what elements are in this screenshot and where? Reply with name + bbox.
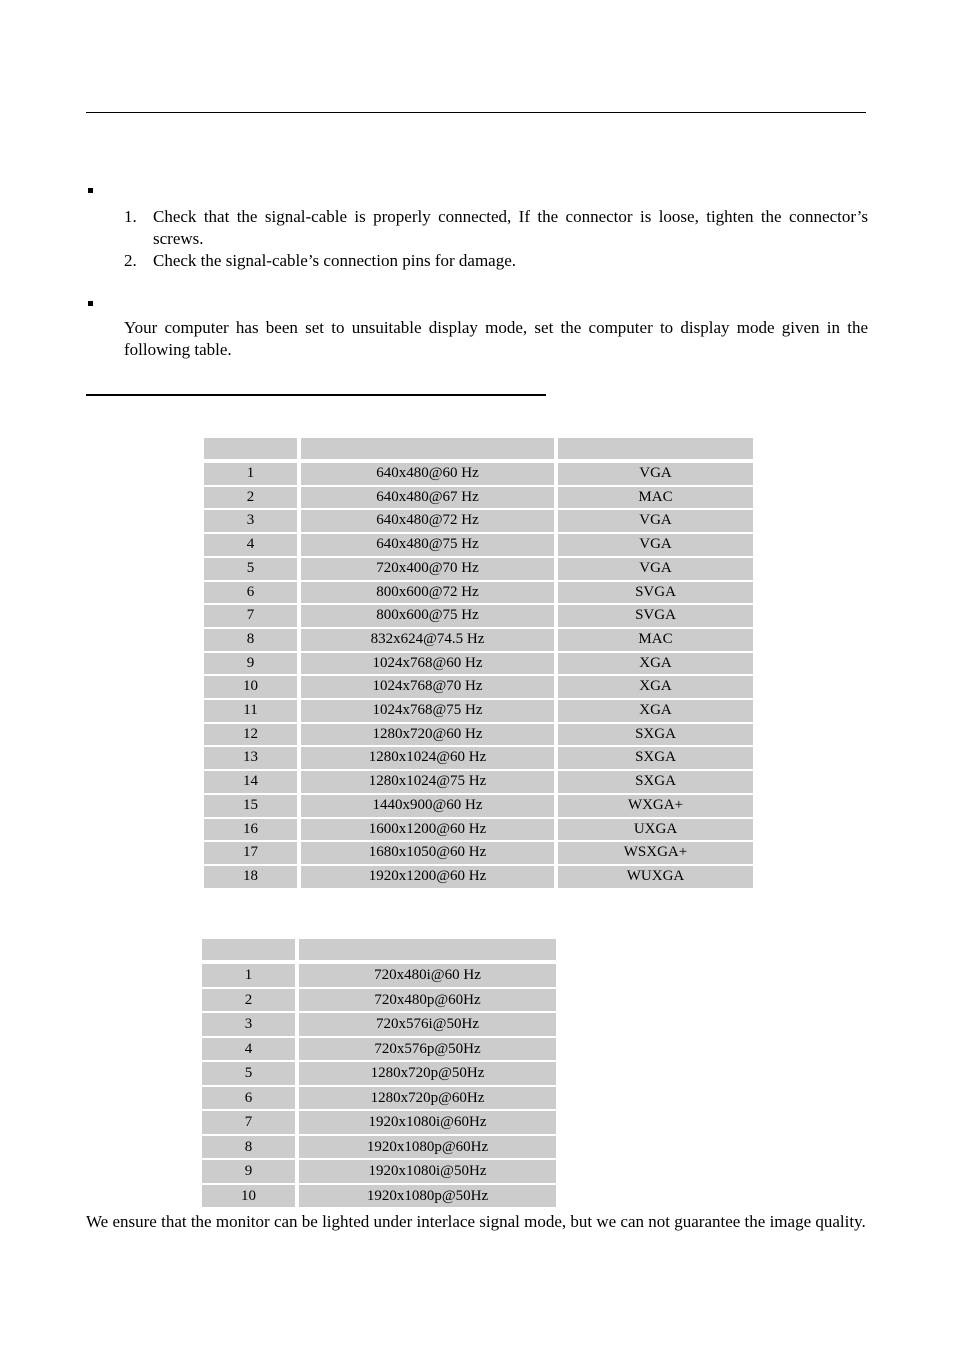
header-rule — [86, 112, 866, 113]
table-cell: WUXGA — [558, 866, 753, 888]
table-row — [202, 1160, 556, 1183]
table-cell: 720x480i@60 Hz — [299, 964, 556, 987]
table-cell: WXGA+ — [558, 795, 753, 817]
table-cell: 3 — [202, 1013, 295, 1036]
table-row — [204, 534, 753, 556]
table-cell: 17 — [204, 842, 297, 864]
table-cell: 10 — [202, 1185, 295, 1208]
table-header-row — [202, 939, 556, 960]
preset-modes-table — [200, 436, 757, 890]
table-cell: 11 — [204, 700, 297, 722]
table-cell: SXGA — [558, 747, 753, 769]
table-row — [204, 582, 753, 604]
table-cell: 16 — [204, 819, 297, 841]
table-row — [204, 676, 753, 698]
table-row — [204, 842, 753, 864]
list-item-number: 1. — [124, 207, 137, 226]
table-cell: 1920x1080i@50Hz — [299, 1160, 556, 1183]
table-cell: 640x480@75 Hz — [301, 534, 554, 556]
table-cell: 1024x768@60 Hz — [301, 653, 554, 675]
table-cell: 15 — [204, 795, 297, 817]
table-cell: 18 — [204, 866, 297, 888]
table-cell: 9 — [202, 1160, 295, 1183]
table-cell: 1280x720@60 Hz — [301, 724, 554, 746]
table-cell: SVGA — [558, 605, 753, 627]
table-row — [202, 1062, 556, 1085]
table-cell: VGA — [558, 463, 753, 485]
table-cell: 640x480@60 Hz — [301, 463, 554, 485]
table-row — [202, 989, 556, 1012]
list-item-text: Check the signal-cable’s connection pins for damage. — [153, 251, 517, 270]
table-cell: 1600x1200@60 Hz — [301, 819, 554, 841]
table-cell: 6 — [202, 1087, 295, 1110]
table-cell: 8 — [202, 1136, 295, 1159]
table-row — [204, 747, 753, 769]
table-cell: 1920x1080p@50Hz — [299, 1185, 556, 1208]
table-cell: 6 — [204, 582, 297, 604]
table-cell: 640x480@72 Hz — [301, 510, 554, 532]
table-header-cell — [299, 939, 556, 960]
table-cell: 9 — [204, 653, 297, 675]
table-cell: 720x400@70 Hz — [301, 558, 554, 580]
table-cell: 1280x720p@60Hz — [299, 1087, 556, 1110]
table-cell: 3 — [204, 510, 297, 532]
table-cell: VGA — [558, 510, 753, 532]
table-cell: 720x480p@60Hz — [299, 989, 556, 1012]
table-cell: 8 — [204, 629, 297, 651]
list-item-number: 2. — [124, 251, 137, 270]
table-cell: SVGA — [558, 582, 753, 604]
table-cell: 7 — [202, 1111, 295, 1134]
table-row — [204, 463, 753, 485]
table-header-cell — [202, 939, 295, 960]
table-cell: 1680x1050@60 Hz — [301, 842, 554, 864]
table-cell: 1920x1080i@60Hz — [299, 1111, 556, 1134]
table-cell: MAC — [558, 487, 753, 509]
table-cell: 14 — [204, 771, 297, 793]
table-row — [202, 1038, 556, 1061]
table-row — [202, 1087, 556, 1110]
table-cell: 5 — [202, 1062, 295, 1085]
table-row — [204, 866, 753, 888]
table-header-cell — [558, 438, 753, 459]
table-cell: 1280x720p@50Hz — [299, 1062, 556, 1085]
list-item-text: Check that the signal-cable is properly connected, If the connector is loose, tighten the connector’s screws. — [153, 207, 868, 248]
list-item — [124, 250, 868, 272]
table-cell: SXGA — [558, 771, 753, 793]
table-row — [204, 487, 753, 509]
table-row — [202, 1136, 556, 1159]
table-cell: 832x624@74.5 Hz — [301, 629, 554, 651]
display-mode-paragraph: Your computer has been set to unsuitable display mode, set the computer to display mode given in the following table. — [124, 318, 868, 359]
table-cell: 7 — [204, 605, 297, 627]
table-row — [204, 605, 753, 627]
list-item — [124, 206, 868, 250]
table-cell: 13 — [204, 747, 297, 769]
table-cell: 800x600@75 Hz — [301, 605, 554, 627]
table-header-cell — [301, 438, 554, 459]
table-cell: 1440x900@60 Hz — [301, 795, 554, 817]
table-row — [204, 724, 753, 746]
video-timing-table — [198, 937, 560, 1209]
bullet-icon — [88, 188, 93, 193]
table-cell: 2 — [202, 989, 295, 1012]
section-rule — [86, 394, 546, 396]
table-cell: VGA — [558, 558, 753, 580]
table-cell: WSXGA+ — [558, 842, 753, 864]
table-row — [202, 1013, 556, 1036]
table-cell: 1 — [204, 463, 297, 485]
table-row — [204, 510, 753, 532]
table-header-row — [204, 438, 753, 459]
table-cell: 800x600@72 Hz — [301, 582, 554, 604]
table-row — [202, 1185, 556, 1208]
table-cell: XGA — [558, 676, 753, 698]
table-cell: 1920x1080p@60Hz — [299, 1136, 556, 1159]
table-row — [202, 964, 556, 987]
table-cell: 4 — [204, 534, 297, 556]
table-row — [204, 629, 753, 651]
table-cell: VGA — [558, 534, 753, 556]
table-cell: 1024x768@75 Hz — [301, 700, 554, 722]
table-cell: UXGA — [558, 819, 753, 841]
table-cell: 1 — [202, 964, 295, 987]
table-row — [204, 771, 753, 793]
table-header-cell — [204, 438, 297, 459]
table-cell: 640x480@67 Hz — [301, 487, 554, 509]
table-cell: XGA — [558, 653, 753, 675]
table-cell: 1280x1024@60 Hz — [301, 747, 554, 769]
table-cell: SXGA — [558, 724, 753, 746]
interlace-note: We ensure that the monitor can be lighted under interlace signal mode, but we can not guarantee the image quality. — [86, 1212, 866, 1231]
table-cell: 2 — [204, 487, 297, 509]
table-row — [202, 1111, 556, 1134]
table-cell: 1024x768@70 Hz — [301, 676, 554, 698]
table-cell: 1920x1200@60 Hz — [301, 866, 554, 888]
table-cell: 10 — [204, 676, 297, 698]
table-row — [204, 700, 753, 722]
checklist — [124, 206, 868, 272]
table-cell: 4 — [202, 1038, 295, 1061]
table-cell: 720x576p@50Hz — [299, 1038, 556, 1061]
table-cell: MAC — [558, 629, 753, 651]
table-cell: 1280x1024@75 Hz — [301, 771, 554, 793]
table-cell: 12 — [204, 724, 297, 746]
table-row — [204, 819, 753, 841]
table-row — [204, 653, 753, 675]
table-row — [204, 558, 753, 580]
table-row — [204, 795, 753, 817]
bullet-icon — [88, 301, 93, 306]
table-cell: 5 — [204, 558, 297, 580]
table-cell: 720x576i@50Hz — [299, 1013, 556, 1036]
table-cell: XGA — [558, 700, 753, 722]
